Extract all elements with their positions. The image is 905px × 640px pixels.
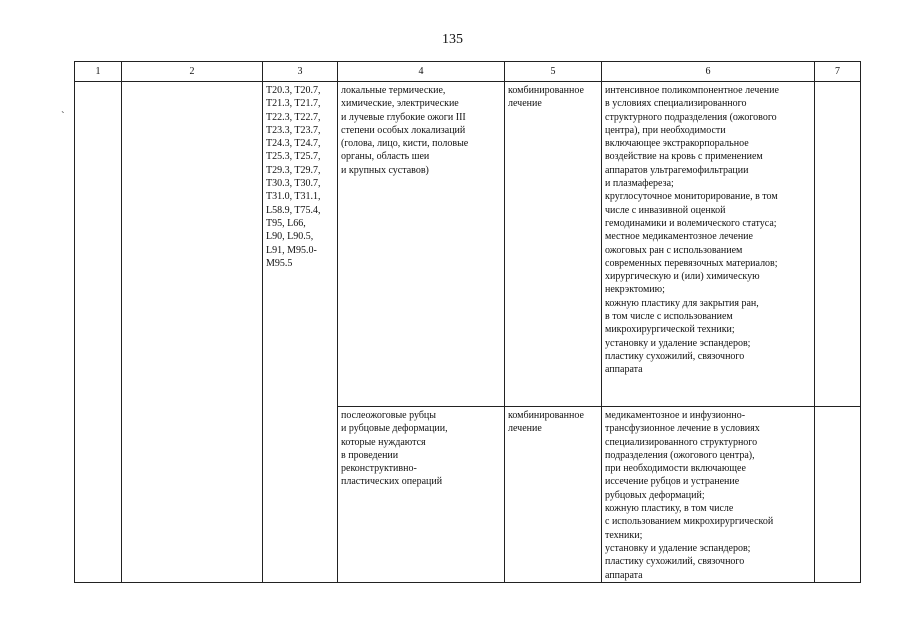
cell-treatment-method: медикаментозное и инфузионно- трансфузионное лечение в условиях специализированного структурного подразделения (ожогового центра), при необходимости включающее иссечение рубцов и устранение рубцовых деформаций; кожную пластику, в том числе с использованием микрохирургической техники; установку и удаление эспандеров; пластику сухожилий, связочного аппарата — [602, 407, 815, 583]
cell-treatment-method: интенсивное поликомпонентное лечение в условиях специализированного структурного подразделения (ожогового центра), при необходимости включающее экстракорпоральное воздействие на кровь с применением аппаратов ультрагемофильтрации и плазмафереза; круглосуточное мониторирование, в том числе с инвазивной оценкой гемодинамики и волемического статуса; местное медикаментозное лечение ожоговых ран с использованием современных перевязочных материалов; хирургическую и (или) химическую некрэктомию; кожную пластику для закрытия ран, в том числе с использованием микрохирургической техники; установку и удаление эспандеров; пластику сухожилий, связочного аппарата — [602, 82, 815, 407]
page-number: 135 — [442, 32, 463, 47]
cell-diagnosis-codes: T20.3, T20.7, T21.3, T21.7, T22.3, T22.7, T23.3, T23.7, T24.3, T24.7, T25.3, T25.7, T29.3, T29.7, T30.3, T30.7, T31.0, T31.1, L58.9, T75.4, T95, L66, L90, L90.5, L91, M95.0- M95.5 — [263, 82, 338, 583]
stray-mark: ` — [61, 110, 65, 122]
cell-col2 — [122, 82, 263, 583]
cell-condition: локальные термические, химические, электрические и лучевые глубокие ожоги III степени особых локализаций (голова, лицо, кисти, половые органы, область шеи и крупных суставов) — [338, 82, 505, 407]
header-cell: 3 — [263, 62, 338, 82]
cell-treatment-type: комбинированное лечение — [505, 407, 602, 583]
header-cell: 6 — [602, 62, 815, 82]
header-cell: 1 — [75, 62, 122, 82]
header-cell: 7 — [815, 62, 861, 82]
cell-col7 — [815, 407, 861, 583]
header-cell: 2 — [122, 62, 263, 82]
data-table — [74, 61, 861, 583]
table-header-row — [75, 62, 861, 82]
cell-col7 — [815, 82, 861, 407]
header-cell: 5 — [505, 62, 602, 82]
header-cell: 4 — [338, 62, 505, 82]
cell-col1 — [75, 82, 122, 583]
cell-condition: послеожоговые рубцы и рубцовые деформации, которые нуждаются в проведении реконструктивно- пластических операций — [338, 407, 505, 583]
table-row — [75, 82, 861, 407]
cell-treatment-type: комбинированное лечение — [505, 82, 602, 407]
